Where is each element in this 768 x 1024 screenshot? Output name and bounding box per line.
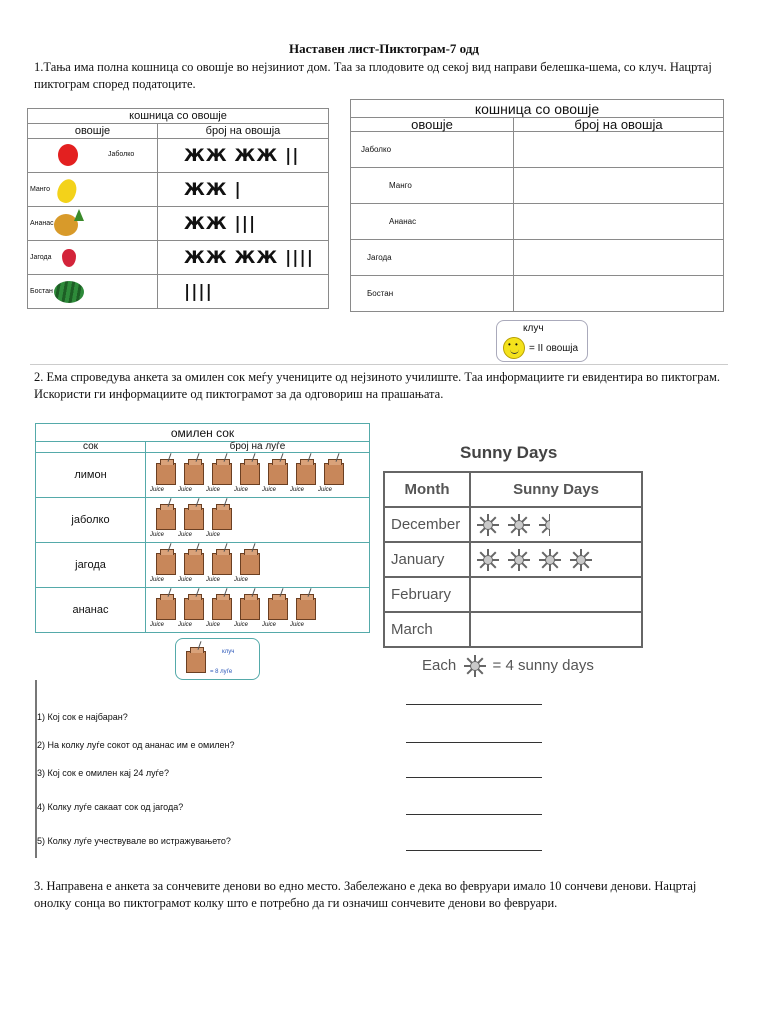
juice-box-label: Juice: [262, 622, 277, 628]
fruit-label: Манго: [351, 168, 514, 204]
task1-text: 1.Тања има полна кошница со овошје во нејзиниот дом. Таа за плодовите од секој вид направи белешка-шема, со клуч. Нацртај пиктограм според податоците.: [34, 60, 712, 91]
sun-cell: [470, 542, 642, 577]
fruit-label: Бостан: [351, 276, 514, 312]
key-label: клуч: [222, 649, 235, 655]
sunny-days-table: [383, 471, 643, 648]
juice-box-label: Juice: [150, 532, 165, 538]
sun-icon: [539, 514, 550, 536]
strawberry-icon: [62, 249, 76, 267]
pineapple-icon: [54, 214, 78, 236]
juice-box-icon: [212, 553, 232, 575]
juice-boxes: [146, 588, 370, 633]
month-label: January: [384, 542, 470, 577]
juice-box-icon: [212, 598, 232, 620]
juice-boxes: [146, 453, 370, 498]
question-3: 3) Кој сок е омилен кај 24 луѓе?: [37, 768, 169, 778]
pineapple-leaf-icon: [74, 209, 84, 221]
tally-marks: ЖЖ |: [158, 173, 329, 207]
column-header-fruit: овошје: [351, 118, 514, 132]
sun-icon: [508, 549, 530, 571]
column-header-fruit: овошје: [28, 124, 158, 139]
fruit-label: Јаболко: [351, 132, 514, 168]
juice-box-icon: [186, 651, 206, 673]
divider: [30, 364, 728, 365]
juice-box-label: Juice: [178, 532, 193, 538]
sunny-key: [422, 655, 594, 677]
month-label: February: [384, 577, 470, 612]
juice-box-icon: [184, 553, 204, 575]
answer-cell[interactable]: [514, 132, 724, 168]
juice-box-label: Juice: [290, 622, 305, 628]
juice-box-label: Juice: [206, 532, 221, 538]
answer-line-3[interactable]: [406, 777, 542, 778]
fruit-cell: [28, 275, 158, 309]
juice-boxes: [146, 543, 370, 588]
juice-box-icon: [296, 463, 316, 485]
task2-text: 2. Ема спроведува анкета за омилен сок меѓу учениците од нејзиното училиште. Таа информациите ги евидентира во пиктограм. Искористи ги информациите од пиктограмот за да одговориш на прашањата.: [34, 370, 721, 401]
juice-key-box: [175, 638, 260, 680]
key-value: = 8 луѓе: [210, 669, 233, 675]
answer-line-1[interactable]: [406, 704, 542, 705]
mango-icon: [54, 177, 79, 206]
watermelon-icon: [54, 281, 84, 303]
juice-box-icon: [212, 463, 232, 485]
fruit-cell: [28, 241, 158, 275]
answer-cell[interactable]: [514, 204, 724, 240]
column-header-sunny-days: Sunny Days: [470, 472, 642, 507]
juice-box-icon: [268, 598, 288, 620]
fruit-cell: [28, 173, 158, 207]
juice-box-label: Juice: [318, 487, 333, 493]
sun-cell[interactable]: [470, 577, 642, 612]
juice-pictogram-table: [35, 423, 370, 633]
sun-icon: [477, 514, 499, 536]
juice-name: лимон: [36, 453, 146, 498]
key-value: = 4 sunny days: [492, 656, 594, 674]
sunny-days-title: Sunny Days: [460, 443, 558, 462]
key-each-label: Each: [422, 656, 457, 674]
juice-box-icon: [156, 508, 176, 530]
page-title: Наставен лист-Пиктограм-7 одд: [289, 41, 479, 56]
sun-icon: [570, 549, 592, 571]
answer-line-5[interactable]: [406, 850, 542, 851]
smiley-icon: [503, 337, 525, 359]
month-label: December: [384, 507, 470, 542]
juice-box-label: Juice: [234, 487, 249, 493]
juice-box-icon: [268, 463, 288, 485]
answer-line-4[interactable]: [406, 814, 542, 815]
juice-box-icon: [324, 463, 344, 485]
answer-line-2[interactable]: [406, 742, 542, 743]
sun-cell: [470, 507, 642, 542]
answer-cell[interactable]: [514, 276, 724, 312]
answer-cell[interactable]: [514, 240, 724, 276]
fruit-label: Бостан: [30, 288, 53, 295]
juice-box-icon: [240, 553, 260, 575]
sun-cell[interactable]: [470, 612, 642, 647]
juice-box-label: Juice: [206, 487, 221, 493]
juice-box-icon: [184, 508, 204, 530]
sun-icon: [539, 549, 561, 571]
juice-box-label: Juice: [178, 487, 193, 493]
juice-box-label: Juice: [206, 622, 221, 628]
task3-text: 3. Направена е анкета за сончевите денови во едно место. Забележано е дека во февруари имало 10 сончеви денови. Нацртај онолку сонца во пиктограмот колку што е потребно да ги означиш сончевите денови во февруари.: [34, 879, 697, 910]
question-1: 1) Кој сок е најбаран?: [37, 712, 128, 722]
tally-marks: ||||: [158, 275, 329, 309]
juice-box-icon: [296, 598, 316, 620]
fruit-label: Јаболко: [108, 151, 135, 158]
table-caption: омилен сок: [36, 424, 370, 442]
juice-boxes: [146, 498, 370, 543]
juice-name: ананас: [36, 588, 146, 633]
juice-box-icon: [212, 508, 232, 530]
question-4: 4) Колку луѓе сакаат сок од јагода?: [37, 802, 184, 812]
question-5: 5) Колку луѓе учествувале во истражувањето?: [37, 836, 231, 846]
fruit-label: Ананас: [351, 204, 514, 240]
sun-icon: [508, 514, 530, 536]
fruit-tally-table: [27, 108, 329, 309]
juice-box-label: Juice: [290, 487, 305, 493]
juice-box-label: Juice: [178, 577, 193, 583]
fruit-cell: [28, 139, 158, 173]
tally-marks: ЖЖ ЖЖ ||||: [158, 241, 329, 275]
key-label: клуч: [523, 323, 544, 334]
column-header-count: број на овошја: [158, 124, 329, 139]
fruit-label: Јагода: [30, 254, 52, 261]
table-caption: кошница со овошје: [351, 100, 724, 118]
answer-cell[interactable]: [514, 168, 724, 204]
column-header-month: Month: [384, 472, 470, 507]
juice-box-icon: [156, 598, 176, 620]
juice-name: јаболко: [36, 498, 146, 543]
juice-box-icon: [184, 463, 204, 485]
juice-box-label: Juice: [234, 622, 249, 628]
juice-box-icon: [156, 553, 176, 575]
juice-box-icon: [240, 598, 260, 620]
column-header-count: број на овошја: [514, 118, 724, 132]
juice-box-icon: [156, 463, 176, 485]
fruit-cell: [28, 207, 158, 241]
column-header-juice: сок: [36, 442, 146, 453]
juice-box-icon: [240, 463, 260, 485]
fruit-label: Јагода: [351, 240, 514, 276]
juice-box-label: Juice: [262, 487, 277, 493]
juice-box-label: Juice: [206, 577, 221, 583]
key-value: = II овошја: [529, 343, 579, 354]
juice-box-icon: [184, 598, 204, 620]
apple-icon: [58, 144, 78, 166]
tally-marks: ЖЖ |||: [158, 207, 329, 241]
juice-box-label: Juice: [234, 577, 249, 583]
fruit-label: Манго: [30, 186, 50, 193]
juice-box-label: Juice: [150, 487, 165, 493]
column-header-count: број на луѓе: [146, 442, 370, 453]
empty-pictogram-table: [350, 99, 724, 312]
juice-name: јагода: [36, 543, 146, 588]
fruit-label: Ананас: [30, 220, 54, 227]
fruit-key-box: [496, 320, 588, 362]
juice-box-label: Juice: [178, 622, 193, 628]
juice-box-label: Juice: [150, 577, 165, 583]
question-2: 2) На колку луѓе сокот од ананас им е омилен?: [37, 740, 235, 750]
sun-icon: [477, 549, 499, 571]
juice-box-label: Juice: [150, 622, 165, 628]
table-caption: кошница со овошје: [28, 109, 329, 124]
sun-icon: [464, 655, 486, 677]
month-label: March: [384, 612, 470, 647]
tally-marks: ЖЖ ЖЖ ||: [158, 139, 329, 173]
